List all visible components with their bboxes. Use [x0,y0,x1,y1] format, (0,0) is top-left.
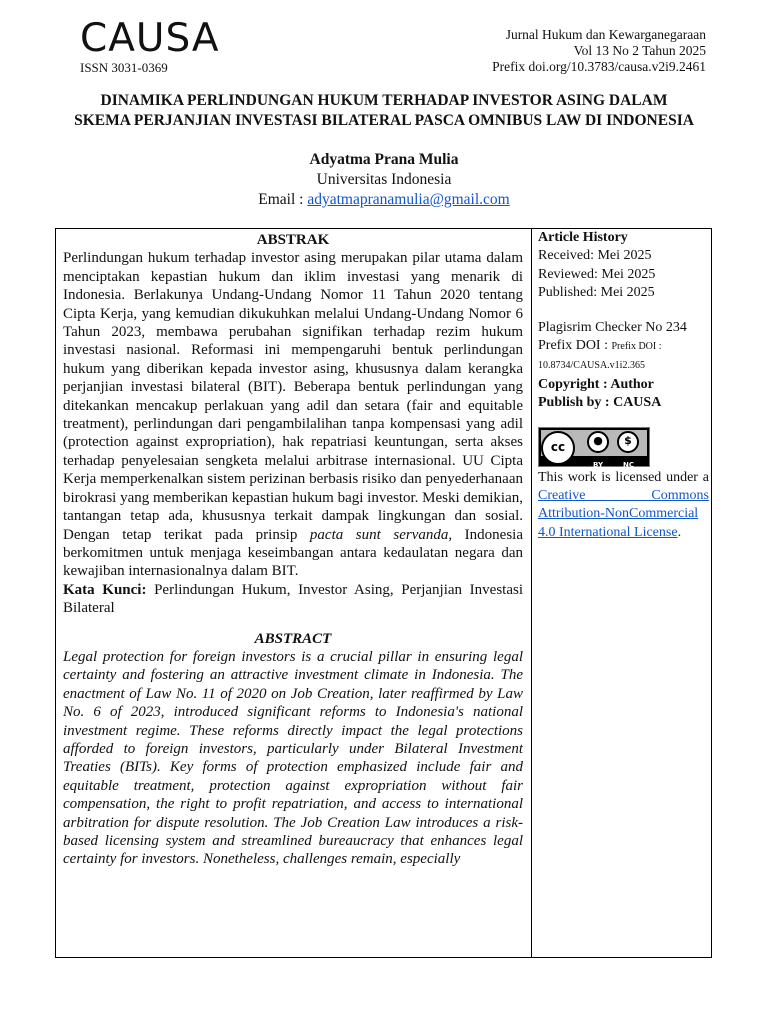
author-email-line [0,190,768,210]
issn: ISSN 3031-0369 [80,60,168,75]
license-suffix: . [677,524,682,540]
abstrak-body-2: , Indonesia berkomitmen untuk menjaga keseimbangan antara kedaulatan negara dan kewajiban internasionalnya dalam BIT. [63,526,523,580]
journal-logo: CAUSA [80,16,220,61]
abstrak-heading: ABSTRAK [256,232,330,248]
abstrak-body [63,249,523,580]
journal-prefix: Prefix doi.org/10.3783/causa.v2i9.2461 [492,58,706,74]
journal-volume: Vol 13 No 2 Tahun 2025 [573,42,706,58]
keywords-line [63,581,523,618]
abstract-body: Legal protection for foreign investors is a crucial pillar in ensuring legal certainty and fostering an attractive investment climate in Indonesia. The enactment of Law No. 11 of 2020 on Job Creation, later reaffirmed by Law No. 6 of 2023, introduced significant reforms to Indonesia's national investment regime. These reforms directly impact the legal protections afforded to foreign investors, particularly under Bilateral Investment Treaties (BITs). Key forms of protection emphasized include fair and equitable treatment, protection against expropriation without fair compensation, the right to profit repatriation, and access to international arbitration for dispute resolution. The Job Creation Law introduces a risk-based licensing system and streamlined bureaucracy that enhances legal certainty for investors. Nonetheless, challenges remain, especially [63,648,523,868]
abstrak-body-1: Perlindungan hukum terhadap investor asing merupakan pilar utama dalam menciptakan kepastian hukum dan iklim investasi yang menarik di Indonesia. Berlakunya Undang-Undang Nomor 11 Tahun 2020 tentang Cipta Kerja, yang kemudian dikukuhkan melalui Undang-Undang Nomor 6 Tahun 2023, membawa perubahan signifikan terhadap rezim hukum investasi nasional. Reformasi ini mempengaruhi bentuk perlindungan hukum yang diberikan kepada investor asing, khususnya dalam kerangka perjanjian investasi bilateral (BIT). Beberapa bentuk perlindungan yang ditekankan mencakup perlakuan yang adil dan setara (fair and equitable treatment), perlindungan dari pengambilalihan tanpa kompensasi yang adil (protection against expropriation), hak repatriasi keuntungan, serta akses terhadap penyelesaian sengketa melalui arbitrase internasional. UU Cipta Kerja memperkenalkan sistem perizinan berbasis risiko dan penyederhanaan birokrasi yang memberikan kepastian hukum bagi investor. Meski demikian, tantangan tetap ada, khususnya terkait dampak lingkungan dan sosial. Dengan tetap terikat pada prinsip [63,250,523,543]
abstrak-body-italic: pacta sunt servanda [309,526,449,543]
cc-nc-label: NC [623,460,634,469]
prefix-doi [538,337,709,376]
publisher: Publish by : CAUSA [538,395,662,411]
abstract-table [55,228,712,958]
license-text [538,469,709,543]
abstract-column [63,231,523,955]
noncommercial-dollar-icon: $ [617,431,639,453]
author-block [0,150,768,210]
published-date: Published: Mei 2025 [538,285,655,301]
email-link[interactable]: adyatmapranamulia@gmail.com [307,191,510,208]
email-label: Email : [258,191,308,208]
received-date: Received: Mei 2025 [538,248,652,264]
paper-title [0,91,768,131]
journal-meta [492,27,706,74]
author-affiliation: Universitas Indonesia [316,171,452,188]
reviewed-date: Reviewed: Mei 2025 [538,266,656,282]
keywords-text: Perlindungan Hukum, Investor Asing, Perjanjian Investasi Bilateral [63,581,523,617]
journal-name: Jurnal Hukum dan Kewarganegaraan [505,27,706,42]
abstract-heading: ABSTRACT [254,630,332,647]
keywords-label: Kata Kunci: [63,581,147,598]
cc-license-badge[interactable] [538,427,650,467]
article-info-column [538,229,709,542]
author-name: Adyatma Prana Mulia [309,151,459,168]
cc-by-label: BY [593,460,604,469]
prefix-doi-label: Prefix DOI : [538,338,612,354]
plagiarism-checker: Plagisrim Checker No 234 [538,319,687,335]
column-divider [531,229,532,957]
creative-commons-icon: cc [541,431,575,465]
attribution-person-icon: ● [587,431,609,453]
license-prefix: This work is licensed under a [538,469,709,485]
license-link[interactable]: Creative Commons Attribution-NonCommercial 4.0 International License [538,488,709,540]
article-history-label: Article History [538,230,628,245]
copyright: Copyright : Author [538,376,654,392]
title-line-1: DINAMIKA PERLINDUNGAN HUKUM TERHADAP INVESTOR ASING DALAM [100,92,668,109]
title-line-2: SKEMA PERJANJIAN INVESTASI BILATERAL PASCA OMNIBUS LAW DI INDONESIA [74,112,694,129]
prefix-doi-value: Prefix DOI : 10.8734/CAUSA.v1i2.365 [538,341,662,372]
